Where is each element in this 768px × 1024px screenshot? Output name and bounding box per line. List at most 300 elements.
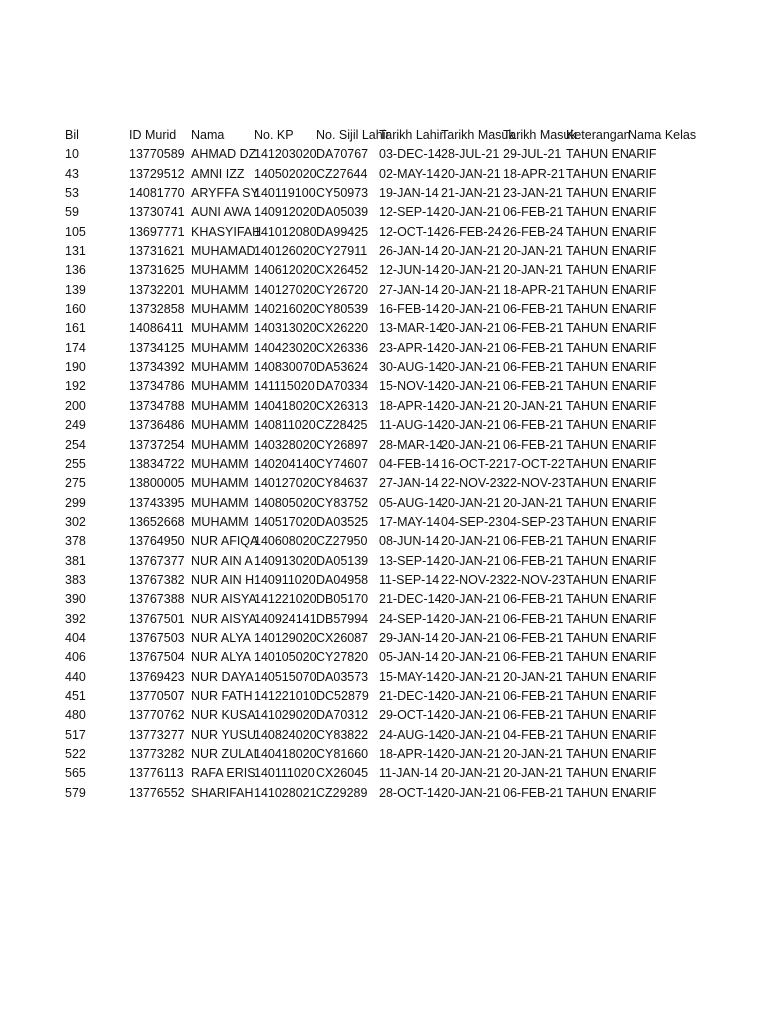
table-cell-no-kp[interactable]: 140608020 <box>254 534 317 549</box>
table-cell-tarikh-masuk-2[interactable]: 20-JAN-21 <box>503 766 563 781</box>
table-cell-id-murid[interactable]: 13730741 <box>129 205 185 220</box>
table-cell-tarikh-masuk-2[interactable]: 06-FEB-21 <box>503 418 564 433</box>
table-cell-keterangan[interactable]: TAHUN EN <box>566 592 629 607</box>
table-cell-no-kp[interactable]: 140423020 <box>254 340 317 355</box>
table-cell-no-kp[interactable]: 140913020 <box>254 553 317 568</box>
table-cell-nama[interactable]: NUR ALYA <box>191 650 251 665</box>
table-cell-id-murid[interactable]: 13773277 <box>129 727 185 742</box>
table-cell-tarikh-lahir[interactable]: 24-AUG-14 <box>379 727 443 742</box>
table-cell-tarikh-masuk-2[interactable]: 06-FEB-21 <box>503 553 564 568</box>
table-cell-bil[interactable]: 249 <box>65 418 86 433</box>
table-cell-keterangan[interactable]: TAHUN EN <box>566 727 629 742</box>
table-cell-no-sijil-lahir[interactable]: DA70767 <box>316 147 369 162</box>
table-cell-tarikh-masuk-2[interactable]: 06-FEB-21 <box>503 321 564 336</box>
table-cell-tarikh-lahir[interactable]: 11-AUG-14 <box>379 418 442 433</box>
table-cell-no-kp[interactable]: 140216020 <box>254 302 317 317</box>
table-cell-bil[interactable]: 378 <box>65 534 86 549</box>
table-cell-nama-kelas[interactable]: ARIF <box>628 302 657 317</box>
table-cell-tarikh-masuk-2[interactable]: 06-FEB-21 <box>503 630 564 645</box>
table-cell-keterangan[interactable]: TAHUN EN <box>566 302 629 317</box>
table-cell-nama-kelas[interactable]: ARIF <box>628 669 657 684</box>
table-cell-id-murid[interactable]: 13734788 <box>129 398 185 413</box>
table-cell-nama-kelas[interactable]: ARIF <box>628 476 657 491</box>
table-cell-id-murid[interactable]: 13731625 <box>129 263 185 278</box>
table-cell-tarikh-masuk-2[interactable]: 20-JAN-21 <box>503 398 563 413</box>
table-cell-tarikh-masuk[interactable]: 22-NOV-23 <box>441 572 504 587</box>
table-cell-keterangan[interactable]: TAHUN EN <box>566 147 629 162</box>
table-cell-nama-kelas[interactable]: ARIF <box>628 263 657 278</box>
table-cell-tarikh-masuk-2[interactable]: 29-JUL-21 <box>503 147 562 162</box>
table-cell-tarikh-masuk[interactable]: 26-FEB-24 <box>441 224 502 239</box>
table-cell-no-sijil-lahir[interactable]: DA70334 <box>316 379 369 394</box>
table-cell-keterangan[interactable]: TAHUN EN <box>566 572 629 587</box>
table-cell-tarikh-masuk-2[interactable]: 20-JAN-21 <box>503 495 563 510</box>
table-cell-id-murid[interactable]: 13800005 <box>129 476 185 491</box>
table-cell-tarikh-masuk-2[interactable]: 22-NOV-23 <box>503 476 566 491</box>
table-cell-keterangan[interactable]: TAHUN EN <box>566 534 629 549</box>
table-cell-tarikh-lahir[interactable]: 17-MAY-14 <box>379 514 441 529</box>
table-cell-keterangan[interactable]: TAHUN EN <box>566 205 629 220</box>
table-cell-tarikh-masuk[interactable]: 20-JAN-21 <box>441 495 501 510</box>
table-cell-nama[interactable]: MUHAMM <box>191 321 249 336</box>
table-cell-tarikh-masuk[interactable]: 20-JAN-21 <box>441 379 501 394</box>
table-cell-nama-kelas[interactable]: ARIF <box>628 553 657 568</box>
table-cell-nama[interactable]: NUR AISYA <box>191 611 257 626</box>
table-cell-nama[interactable]: AUNI AWA <box>191 205 252 220</box>
table-cell-tarikh-lahir[interactable]: 05-JAN-14 <box>379 650 439 665</box>
table-cell-no-kp[interactable]: 140129020 <box>254 630 317 645</box>
table-cell-no-sijil-lahir[interactable]: DB05170 <box>316 592 369 607</box>
table-cell-nama[interactable]: MUHAMM <box>191 282 249 297</box>
table-cell-keterangan[interactable]: TAHUN EN <box>566 630 629 645</box>
table-cell-id-murid[interactable]: 13652668 <box>129 514 185 529</box>
table-cell-no-sijil-lahir[interactable]: CY74607 <box>316 456 369 471</box>
table-cell-nama-kelas[interactable]: ARIF <box>628 534 657 549</box>
table-cell-tarikh-masuk-2[interactable]: 06-FEB-21 <box>503 708 564 723</box>
table-cell-tarikh-lahir[interactable]: 18-APR-14 <box>379 747 441 761</box>
table-cell-tarikh-masuk-2[interactable]: 06-FEB-21 <box>503 611 564 626</box>
table-cell-no-kp[interactable]: 140119100 <box>254 186 316 201</box>
table-cell-tarikh-lahir[interactable]: 28-MAR-14 <box>379 437 443 452</box>
table-cell-keterangan[interactable]: TAHUN EN <box>566 398 629 413</box>
table-cell-tarikh-lahir[interactable]: 24-SEP-14 <box>379 611 441 626</box>
table-cell-no-sijil-lahir[interactable]: DA05139 <box>316 553 369 568</box>
table-cell-nama[interactable]: NUR AFIQA <box>191 534 259 549</box>
table-cell-nama-kelas[interactable]: ARIF <box>628 437 657 452</box>
table-cell-keterangan[interactable]: TAHUN EN <box>566 495 629 510</box>
table-cell-tarikh-masuk[interactable]: 20-JAN-21 <box>441 263 501 278</box>
table-cell-tarikh-masuk-2[interactable]: 18-APR-21 <box>503 166 565 181</box>
table-cell-nama[interactable]: AMNI IZZ <box>191 166 245 181</box>
table-cell-no-kp[interactable]: 140911020 <box>254 572 316 587</box>
table-cell-id-murid[interactable]: 13732201 <box>129 282 185 297</box>
table-cell-tarikh-lahir[interactable]: 29-JAN-14 <box>379 630 439 645</box>
table-cell-keterangan[interactable]: TAHUN EN <box>566 379 629 394</box>
table-cell-tarikh-masuk[interactable]: 20-JAN-21 <box>441 244 501 259</box>
table-cell-id-murid[interactable]: 13770589 <box>129 147 185 162</box>
table-cell-tarikh-masuk-2[interactable]: 18-APR-21 <box>503 282 565 297</box>
table-cell-tarikh-lahir[interactable]: 19-JAN-14 <box>379 186 439 201</box>
table-cell-keterangan[interactable]: TAHUN EN <box>566 785 629 800</box>
table-cell-nama[interactable]: NUR YUSU <box>191 727 257 742</box>
table-cell-keterangan[interactable]: TAHUN EN <box>566 476 629 491</box>
table-cell-nama-kelas[interactable]: ARIF <box>628 340 657 355</box>
table-cell-tarikh-lahir[interactable]: 27-JAN-14 <box>379 282 439 297</box>
table-cell-bil[interactable]: 160 <box>65 302 86 317</box>
table-cell-bil[interactable]: 43 <box>65 166 79 181</box>
table-cell-keterangan[interactable]: TAHUN EN <box>566 708 629 723</box>
table-cell-tarikh-masuk-2[interactable]: 04-FEB-21 <box>503 727 564 742</box>
table-cell-no-kp[interactable]: 140811020 <box>254 418 316 433</box>
table-cell-no-kp[interactable]: 141221020 <box>254 592 317 607</box>
table-cell-tarikh-masuk-2[interactable]: 23-JAN-21 <box>503 186 563 201</box>
table-cell-no-sijil-lahir[interactable]: CY27911 <box>316 244 368 259</box>
table-cell-tarikh-masuk[interactable]: 21-JAN-21 <box>441 186 501 201</box>
table-cell-keterangan[interactable]: TAHUN EN <box>566 669 629 684</box>
header-cell-tarikh-masuk-2[interactable]: Tarikh Masuk <box>503 128 577 142</box>
table-cell-id-murid[interactable]: 13737254 <box>129 437 185 452</box>
table-cell-nama-kelas[interactable]: ARIF <box>628 785 657 800</box>
table-cell-nama-kelas[interactable]: ARIF <box>628 360 657 375</box>
table-cell-bil[interactable]: 440 <box>65 669 86 684</box>
table-cell-nama[interactable]: NUR AIN A <box>191 553 253 568</box>
table-cell-tarikh-masuk-2[interactable]: 20-JAN-21 <box>503 263 563 278</box>
table-cell-tarikh-masuk[interactable]: 20-JAN-21 <box>441 534 501 549</box>
table-cell-tarikh-masuk-2[interactable]: 04-SEP-23 <box>503 514 565 529</box>
table-cell-bil[interactable]: 139 <box>65 282 86 297</box>
table-cell-keterangan[interactable]: TAHUN EN <box>566 418 629 433</box>
table-cell-tarikh-masuk-2[interactable]: 06-FEB-21 <box>503 785 564 800</box>
table-cell-tarikh-lahir[interactable]: 04-FEB-14 <box>379 456 440 471</box>
table-cell-bil[interactable]: 406 <box>65 650 86 665</box>
table-cell-keterangan[interactable]: TAHUN EN <box>566 166 629 181</box>
table-cell-nama-kelas[interactable]: ARIF <box>628 572 657 587</box>
table-cell-tarikh-lahir[interactable]: 27-JAN-14 <box>379 476 439 491</box>
table-cell-tarikh-masuk[interactable]: 20-JAN-21 <box>441 630 501 645</box>
table-cell-id-murid[interactable]: 13731621 <box>129 244 185 259</box>
table-cell-tarikh-lahir[interactable]: 11-SEP-14 <box>379 572 440 587</box>
table-cell-bil[interactable]: 254 <box>65 437 86 452</box>
table-cell-no-kp[interactable]: 140805020 <box>254 495 317 510</box>
table-cell-no-sijil-lahir[interactable]: CX26313 <box>316 398 369 413</box>
table-cell-nama-kelas[interactable]: ARIF <box>628 244 657 259</box>
table-cell-tarikh-lahir[interactable]: 18-APR-14 <box>379 398 441 413</box>
table-cell-nama-kelas[interactable]: ARIF <box>628 205 657 220</box>
table-cell-tarikh-masuk[interactable]: 20-JAN-21 <box>441 360 501 375</box>
table-cell-id-murid[interactable]: 13734125 <box>129 340 185 355</box>
table-cell-tarikh-lahir[interactable]: 12-SEP-14 <box>379 205 441 220</box>
table-cell-no-kp[interactable]: 140515070 <box>254 669 317 684</box>
table-cell-tarikh-masuk[interactable]: 20-JAN-21 <box>441 688 501 703</box>
table-cell-no-sijil-lahir[interactable]: CX26336 <box>316 340 369 355</box>
table-cell-tarikh-masuk[interactable]: 20-JAN-21 <box>441 340 501 355</box>
table-cell-no-sijil-lahir[interactable]: DA03525 <box>316 514 369 529</box>
table-cell-nama[interactable]: MUHAMM <box>191 263 249 278</box>
table-cell-no-kp[interactable]: 140127020 <box>254 282 317 297</box>
table-cell-no-kp[interactable]: 140204140 <box>254 456 317 471</box>
table-cell-nama[interactable]: MUHAMM <box>191 495 249 510</box>
table-cell-no-kp[interactable]: 141221010 <box>254 688 317 703</box>
table-cell-no-sijil-lahir[interactable]: DA05039 <box>316 205 369 220</box>
table-cell-nama-kelas[interactable]: ARIF <box>628 398 657 413</box>
table-cell-bil[interactable]: 392 <box>65 611 86 626</box>
table-cell-id-murid[interactable]: 13769423 <box>129 669 185 684</box>
header-cell-tarikh-masuk[interactable]: Tarikh Masuk <box>441 128 515 142</box>
table-cell-tarikh-masuk-2[interactable]: 06-FEB-21 <box>503 205 564 220</box>
table-cell-tarikh-masuk[interactable]: 20-JAN-21 <box>441 708 501 723</box>
table-cell-nama-kelas[interactable]: ARIF <box>628 321 657 336</box>
table-cell-nama-kelas[interactable]: ARIF <box>628 708 657 723</box>
table-cell-nama[interactable]: ARYFFA SY <box>191 186 259 201</box>
table-cell-nama[interactable]: MUHAMAD <box>191 244 256 259</box>
table-cell-keterangan[interactable]: TAHUN EN <box>566 360 629 375</box>
table-cell-nama[interactable]: SHARIFAH <box>191 785 254 800</box>
table-cell-nama[interactable]: NUR ALYA <box>191 630 251 645</box>
table-cell-id-murid[interactable]: 13767503 <box>129 630 185 645</box>
table-cell-bil[interactable]: 10 <box>65 147 79 162</box>
table-cell-tarikh-masuk[interactable]: 28-JUL-21 <box>441 147 500 162</box>
table-cell-bil[interactable]: 53 <box>65 186 79 201</box>
table-cell-tarikh-masuk-2[interactable]: 06-FEB-21 <box>503 360 564 375</box>
table-cell-no-kp[interactable]: 140517020 <box>254 514 317 529</box>
table-cell-nama-kelas[interactable]: ARIF <box>628 727 657 742</box>
table-cell-id-murid[interactable]: 13770762 <box>129 708 185 723</box>
table-cell-nama-kelas[interactable]: ARIF <box>628 766 657 781</box>
table-cell-tarikh-masuk-2[interactable]: 06-FEB-21 <box>503 650 564 665</box>
table-cell-tarikh-masuk-2[interactable]: 06-FEB-21 <box>503 534 564 549</box>
table-cell-keterangan[interactable]: TAHUN EN <box>566 456 629 471</box>
table-cell-tarikh-masuk-2[interactable]: 06-FEB-21 <box>503 592 564 607</box>
table-cell-tarikh-lahir[interactable]: 30-AUG-14 <box>379 360 443 375</box>
table-cell-nama[interactable]: MUHAMM <box>191 418 249 433</box>
table-cell-bil[interactable]: 255 <box>65 456 86 471</box>
table-cell-bil[interactable]: 131 <box>65 244 86 259</box>
table-cell-nama[interactable]: NUR FATH <box>191 688 253 703</box>
table-cell-id-murid[interactable]: 13729512 <box>129 166 185 181</box>
table-cell-tarikh-masuk-2[interactable]: 06-FEB-21 <box>503 302 564 317</box>
header-cell-keterangan[interactable]: Keterangan <box>566 128 631 142</box>
table-cell-no-kp[interactable]: 141203020 <box>254 147 317 162</box>
table-cell-bil[interactable]: 579 <box>65 785 86 800</box>
table-cell-keterangan[interactable]: TAHUN EN <box>566 321 629 336</box>
table-cell-bil[interactable]: 105 <box>65 224 86 239</box>
table-cell-bil[interactable]: 517 <box>65 727 86 742</box>
table-cell-no-sijil-lahir[interactable]: CY27820 <box>316 650 369 665</box>
table-cell-tarikh-lahir[interactable]: 16-FEB-14 <box>379 302 440 317</box>
table-cell-no-kp[interactable]: 141012080 <box>254 224 317 239</box>
table-cell-nama[interactable]: MUHAMM <box>191 514 249 529</box>
table-cell-tarikh-masuk[interactable]: 20-JAN-21 <box>441 282 501 297</box>
table-cell-nama-kelas[interactable]: ARIF <box>628 418 657 433</box>
table-cell-no-sijil-lahir[interactable]: DA53624 <box>316 360 369 375</box>
table-cell-no-sijil-lahir[interactable]: CY80539 <box>316 302 369 317</box>
table-cell-no-kp[interactable]: 141115020 <box>254 379 315 394</box>
table-cell-bil[interactable]: 190 <box>65 360 86 375</box>
table-cell-tarikh-masuk[interactable]: 20-JAN-21 <box>441 727 501 742</box>
table-cell-tarikh-lahir[interactable]: 29-OCT-14 <box>379 708 441 723</box>
table-cell-no-sijil-lahir[interactable]: DC52879 <box>316 688 369 703</box>
table-cell-tarikh-masuk[interactable]: 20-JAN-21 <box>441 669 501 684</box>
table-cell-tarikh-masuk-2[interactable]: 06-FEB-21 <box>503 379 564 394</box>
table-cell-id-murid[interactable]: 13773282 <box>129 747 185 761</box>
table-cell-tarikh-masuk-2[interactable]: 20-JAN-21 <box>503 747 563 761</box>
table-cell-no-sijil-lahir[interactable]: CY84637 <box>316 476 369 491</box>
table-cell-tarikh-masuk-2[interactable]: 26-FEB-24 <box>503 224 564 239</box>
table-cell-tarikh-lahir[interactable]: 03-DEC-14 <box>379 147 442 162</box>
table-cell-nama[interactable]: RAFA ERIS <box>191 766 256 781</box>
table-cell-nama-kelas[interactable]: ARIF <box>628 495 657 510</box>
table-cell-keterangan[interactable]: TAHUN EN <box>566 650 629 665</box>
table-cell-no-sijil-lahir[interactable]: DA99425 <box>316 224 369 239</box>
table-cell-nama-kelas[interactable]: ARIF <box>628 650 657 665</box>
table-cell-nama[interactable]: MUHAMM <box>191 340 249 355</box>
table-cell-no-sijil-lahir[interactable]: DA04958 <box>316 572 369 587</box>
table-cell-no-sijil-lahir[interactable]: CY50973 <box>316 186 369 201</box>
table-cell-id-murid[interactable]: 14081770 <box>129 186 185 201</box>
table-cell-bil[interactable]: 174 <box>65 340 86 355</box>
table-cell-id-murid[interactable]: 13732858 <box>129 302 185 317</box>
table-cell-id-murid[interactable]: 13770507 <box>129 688 185 703</box>
table-cell-nama-kelas[interactable]: ARIF <box>628 514 657 529</box>
table-cell-nama[interactable]: MUHAMM <box>191 302 249 317</box>
table-cell-no-kp[interactable]: 140830070 <box>254 360 317 375</box>
table-cell-keterangan[interactable]: TAHUN EN <box>566 282 629 297</box>
table-cell-keterangan[interactable]: TAHUN EN <box>566 340 629 355</box>
table-cell-nama-kelas[interactable]: ARIF <box>628 166 657 181</box>
header-cell-tarikh-lahir[interactable]: Tarikh Lahir <box>379 128 444 142</box>
table-cell-id-murid[interactable]: 13734392 <box>129 360 185 375</box>
table-cell-no-kp[interactable]: 140612020 <box>254 263 317 278</box>
table-cell-tarikh-masuk[interactable]: 20-JAN-21 <box>441 650 501 665</box>
table-cell-tarikh-masuk[interactable]: 20-JAN-21 <box>441 766 501 781</box>
table-cell-bil[interactable]: 299 <box>65 495 86 510</box>
table-cell-bil[interactable]: 59 <box>65 205 79 220</box>
header-cell-id-murid[interactable]: ID Murid <box>129 128 177 142</box>
table-cell-no-sijil-lahir[interactable]: DB57994 <box>316 611 369 626</box>
table-cell-nama[interactable]: MUHAMM <box>191 379 249 394</box>
table-cell-bil[interactable]: 381 <box>65 553 86 568</box>
table-cell-no-kp[interactable]: 140105020 <box>254 650 317 665</box>
table-cell-tarikh-masuk[interactable]: 20-JAN-21 <box>441 321 501 336</box>
header-cell-nama-kelas[interactable]: Nama Kelas <box>628 128 697 142</box>
table-cell-tarikh-masuk-2[interactable]: 06-FEB-21 <box>503 437 564 452</box>
table-cell-tarikh-masuk[interactable]: 20-JAN-21 <box>441 785 501 800</box>
table-cell-keterangan[interactable]: TAHUN EN <box>566 244 629 259</box>
table-cell-nama[interactable]: NUR DAYA <box>191 669 254 684</box>
table-cell-nama[interactable]: AHMAD DZ <box>191 147 257 162</box>
table-cell-keterangan[interactable]: TAHUN EN <box>566 766 629 781</box>
table-cell-nama-kelas[interactable]: ARIF <box>628 224 657 239</box>
table-cell-nama-kelas[interactable]: ARIF <box>628 186 657 201</box>
table-cell-tarikh-lahir[interactable]: 02-MAY-14 <box>379 166 441 181</box>
table-cell-keterangan[interactable]: TAHUN EN <box>566 688 629 703</box>
table-cell-tarikh-masuk-2[interactable]: 20-JAN-21 <box>503 669 563 684</box>
table-cell-no-kp[interactable]: 140418020 <box>254 747 317 761</box>
table-cell-tarikh-masuk[interactable]: 20-JAN-21 <box>441 437 501 452</box>
table-cell-nama[interactable]: NUR AISYA <box>191 592 257 607</box>
table-cell-nama[interactable]: MUHAMM <box>191 398 249 413</box>
table-cell-tarikh-lahir[interactable]: 12-JUN-14 <box>379 263 440 278</box>
table-cell-no-sijil-lahir[interactable]: CZ27644 <box>316 166 368 181</box>
table-cell-tarikh-lahir[interactable]: 15-NOV-14 <box>379 379 442 394</box>
table-cell-nama-kelas[interactable]: ARIF <box>628 611 657 626</box>
table-cell-no-kp[interactable]: 140924141 <box>254 611 317 626</box>
table-cell-id-murid[interactable]: 13736486 <box>129 418 185 433</box>
table-cell-no-kp[interactable]: 140313020 <box>254 321 317 336</box>
header-cell-no-kp[interactable]: No. KP <box>254 128 294 142</box>
table-cell-no-sijil-lahir[interactable]: CY83822 <box>316 727 369 742</box>
table-cell-id-murid[interactable]: 13743395 <box>129 495 185 510</box>
table-cell-nama-kelas[interactable]: ARIF <box>628 688 657 703</box>
table-cell-tarikh-lahir[interactable]: 05-AUG-14 <box>379 495 443 510</box>
table-cell-bil[interactable]: 522 <box>65 747 86 761</box>
table-cell-nama-kelas[interactable]: ARIF <box>628 282 657 297</box>
table-cell-nama[interactable]: KHASYIFAH <box>191 224 262 239</box>
table-cell-tarikh-masuk[interactable]: 20-JAN-21 <box>441 747 501 761</box>
table-cell-id-murid[interactable]: 13767504 <box>129 650 185 665</box>
table-cell-no-sijil-lahir[interactable]: CY26897 <box>316 437 369 452</box>
table-cell-nama[interactable]: MUHAMM <box>191 476 249 491</box>
table-cell-keterangan[interactable]: TAHUN EN <box>566 747 629 761</box>
table-cell-keterangan[interactable]: TAHUN EN <box>566 263 629 278</box>
header-cell-bil[interactable]: Bil <box>65 128 79 142</box>
table-cell-tarikh-masuk-2[interactable]: 17-OCT-22 <box>503 456 565 471</box>
table-cell-tarikh-lahir[interactable]: 23-APR-14 <box>379 340 441 355</box>
table-cell-nama-kelas[interactable]: ARIF <box>628 630 657 645</box>
table-cell-nama[interactable]: NUR ZULAI <box>191 747 257 761</box>
table-cell-bil[interactable]: 565 <box>65 766 86 781</box>
table-cell-no-sijil-lahir[interactable]: CY26720 <box>316 282 369 297</box>
table-cell-tarikh-masuk[interactable]: 20-JAN-21 <box>441 205 501 220</box>
table-cell-keterangan[interactable]: TAHUN EN <box>566 224 629 239</box>
table-cell-no-kp[interactable]: 140824020 <box>254 727 317 742</box>
table-cell-nama-kelas[interactable]: ARIF <box>628 456 657 471</box>
table-cell-no-sijil-lahir[interactable]: CX26220 <box>316 321 369 336</box>
table-cell-id-murid[interactable]: 13834722 <box>129 456 185 471</box>
table-cell-no-sijil-lahir[interactable]: CX26087 <box>316 630 369 645</box>
table-cell-id-murid[interactable]: 13767501 <box>129 611 185 626</box>
table-cell-bil[interactable]: 383 <box>65 572 86 587</box>
table-cell-bil[interactable]: 404 <box>65 630 86 645</box>
header-cell-nama[interactable]: Nama <box>191 128 225 142</box>
table-cell-no-kp[interactable]: 140912020 <box>254 205 317 220</box>
table-cell-nama[interactable]: MUHAMM <box>191 456 249 471</box>
table-cell-nama[interactable]: MUHAMM <box>191 360 249 375</box>
table-cell-no-kp[interactable]: 141028021 <box>254 785 317 800</box>
table-cell-bil[interactable]: 451 <box>65 688 86 703</box>
table-cell-no-kp[interactable]: 140418020 <box>254 398 317 413</box>
table-cell-bil[interactable]: 390 <box>65 592 86 607</box>
table-cell-no-sijil-lahir[interactable]: CY81660 <box>316 747 369 761</box>
table-cell-no-kp[interactable]: 141029020 <box>254 708 317 723</box>
table-cell-tarikh-masuk[interactable]: 20-JAN-21 <box>441 592 501 607</box>
table-cell-tarikh-masuk[interactable]: 16-OCT-22 <box>441 456 503 471</box>
table-cell-no-sijil-lahir[interactable]: DA03573 <box>316 669 369 684</box>
table-cell-no-sijil-lahir[interactable]: CX26452 <box>316 263 369 278</box>
table-cell-tarikh-lahir[interactable]: 15-MAY-14 <box>379 669 441 684</box>
table-cell-keterangan[interactable]: TAHUN EN <box>566 611 629 626</box>
table-cell-id-murid[interactable]: 13776552 <box>129 785 185 800</box>
header-cell-no-sijil-lahir[interactable]: No. Sijil Lahir <box>316 128 390 142</box>
table-cell-no-kp[interactable]: 140328020 <box>254 437 317 452</box>
table-cell-id-murid[interactable]: 13767377 <box>129 553 185 568</box>
table-cell-no-sijil-lahir[interactable]: CZ29289 <box>316 785 368 800</box>
table-cell-tarikh-masuk-2[interactable]: 06-FEB-21 <box>503 688 564 703</box>
table-cell-tarikh-lahir[interactable]: 08-JUN-14 <box>379 534 440 549</box>
table-cell-tarikh-lahir[interactable]: 28-OCT-14 <box>379 785 441 800</box>
table-cell-tarikh-lahir[interactable]: 26-JAN-14 <box>379 244 439 259</box>
table-cell-bil[interactable]: 136 <box>65 263 86 278</box>
